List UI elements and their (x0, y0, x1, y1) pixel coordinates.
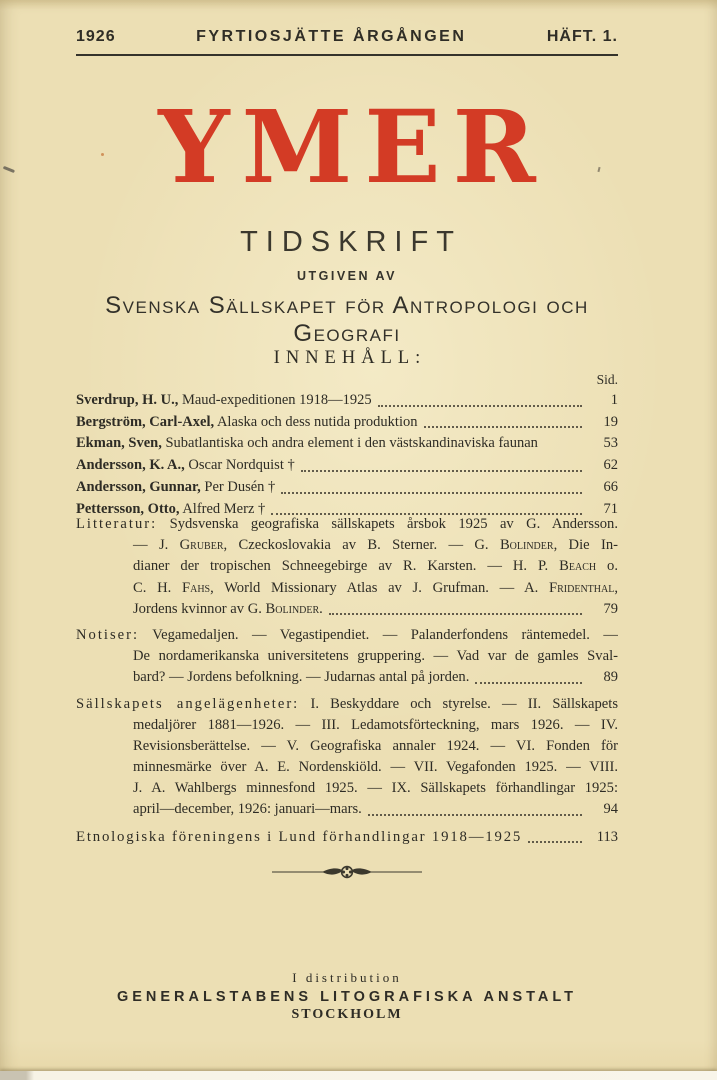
page-column-header: Sid. (596, 372, 618, 387)
header-rule (76, 54, 618, 56)
small-caps-name: Bolinder (499, 537, 554, 554)
dot-leader (329, 599, 582, 615)
dot-leader (544, 433, 582, 450)
page-number: 62 (603, 457, 618, 474)
small-caps-name: Fahs (181, 579, 211, 596)
dot-leader (271, 499, 582, 516)
page-number: 66 (603, 478, 618, 495)
section-line: J. A. Wahlbergs minnesfond 1925. — IX. Sällskapets förhandlingar 1925: (133, 780, 618, 797)
year-label: 1926 (76, 28, 116, 45)
contents-section (76, 514, 618, 620)
section-line: dianer der tropischen Schneegebirge av R. Karsten. — H. P. Beach o. (133, 558, 618, 575)
toc-entry (76, 433, 618, 455)
page-number: 79 (603, 600, 618, 617)
toc-title: Maud-expeditionen 1918—1925 (181, 392, 372, 408)
toc-title: Alfred Merz † (182, 500, 266, 517)
pen-mark-blemish (3, 166, 15, 173)
toc-title: Alaska och dess nutida produktion (216, 413, 418, 430)
section-line: C. H. Fahs, World Missionary Atlas av J. Grufman. — A. Fridenthal, (133, 579, 618, 596)
toc-title: Oscar Nordquist † (188, 457, 295, 474)
toc-author: Sverdrup, H. U., (76, 392, 179, 408)
volume-label: FYRTIOSJÄTTE ÅRGÅNGEN (196, 28, 467, 45)
toc-entry (76, 455, 618, 477)
toc-author: Ekman, Sven, (76, 435, 162, 452)
society-name: Svenska Sällskapet för Antropologi och Geografi (105, 292, 589, 347)
toc-entry (76, 390, 618, 412)
closing-entry (76, 826, 618, 848)
section-line: april—december, 1926: januari—mars. 94 (76, 799, 618, 820)
contents-heading: INNEHÅLL: (273, 348, 427, 368)
dot-leader (528, 826, 582, 843)
section-line: medaljörer 1881—1926. — III. Ledamotsförteckning, mars 1926. — IV. (133, 716, 618, 733)
dot-leader (368, 799, 582, 815)
page-number: 53 (603, 435, 618, 452)
small-caps-name: Gruber (179, 537, 224, 554)
ornament-divider (76, 864, 618, 885)
journal-subtitle: TIDSKRIFT (240, 226, 462, 258)
toc-author: Andersson, Gunnar, (76, 478, 201, 495)
section-line: Notiser: Vegamedaljen. — Vegastipendiet. — Palanderfondens räntemedel. — (76, 626, 618, 643)
section-line: minnesmärke över A. E. Nordenskiöld. — VII. Vegafonden 1925. — VIII. (133, 759, 618, 776)
toc-author: Andersson, K. A., (76, 457, 185, 474)
toc-author: Pettersson, Otto, (76, 500, 180, 517)
section-line: Sällskapets angelägenheter: I. Beskyddare och styrelse. — II. Sällskapets (76, 695, 618, 712)
section-line: Revisionsberättelse. — V. Geografiska annaler 1924. — VI. Fonden för (133, 737, 618, 754)
dot-leader (378, 390, 582, 407)
section-line: bard? — Jordens befolkning. — Judarnas antal på jorden. 89 (76, 667, 618, 688)
issue-number-label: HÄFT. 1. (546, 28, 618, 45)
page-bottom-edge (0, 1071, 717, 1080)
closing-entry-label: Etnologiska föreningens i Lund förhandlingar 1918—1925 (76, 829, 523, 845)
section-label: Litteratur: (76, 516, 158, 532)
dot-leader (424, 412, 583, 429)
dot-leader (301, 455, 582, 472)
toc-author: Bergström, Carl-Axel, (76, 413, 215, 430)
table-of-contents (76, 390, 618, 520)
paper-speck (101, 153, 104, 156)
page-number: 94 (603, 801, 618, 818)
page-number: 71 (603, 500, 618, 517)
printer-city: STOCKHOLM (291, 1007, 403, 1022)
contents-section (76, 694, 618, 821)
page-number: 113 (596, 829, 618, 845)
dot-leader (281, 477, 582, 494)
small-caps-name: Fridenthal (549, 579, 615, 596)
page-number: 1 (610, 392, 618, 408)
ornament-icon (272, 864, 422, 880)
page-number: 89 (603, 669, 618, 686)
dot-leader (475, 667, 582, 683)
toc-title: Subatlantiska och andra element i den västskandinaviska faunan (165, 435, 538, 452)
section-line: Jordens kvinnor av G. Bolinder. 79 (76, 599, 618, 620)
small-caps-name: Bolinder (265, 600, 320, 617)
issue-header (76, 28, 618, 46)
toc-title: Per Dusén † (204, 478, 276, 495)
issued-by-label: UTGIVEN AV (296, 269, 397, 283)
page-number: 19 (603, 413, 618, 430)
section-label: Sällskapets angelägenheter: (76, 695, 300, 712)
printer-name: GENERALSTABENS LITOGRAFISKA ANSTALT (116, 989, 578, 1005)
section-line: — J. Gruber, Czeckoslovakia av B. Sterner. — G. Bolinder, Die In- (133, 537, 618, 554)
toc-entry (76, 412, 618, 434)
contents-sections (76, 514, 618, 826)
small-caps-name: Beach (559, 558, 597, 575)
journal-title: YMER (158, 88, 548, 206)
toc-entry (76, 477, 618, 499)
section-line: De nordamerikanska universitetens gruppering. — Vad var de gamles Sval- (133, 648, 618, 665)
distribution-label: I distribution (292, 970, 402, 985)
contents-section (76, 625, 618, 689)
section-label: Notiser: (76, 626, 140, 643)
section-line: Litteratur: Sydsvenska geografiska sällskapets årsbok 1925 av G. Andersson. (76, 516, 618, 532)
